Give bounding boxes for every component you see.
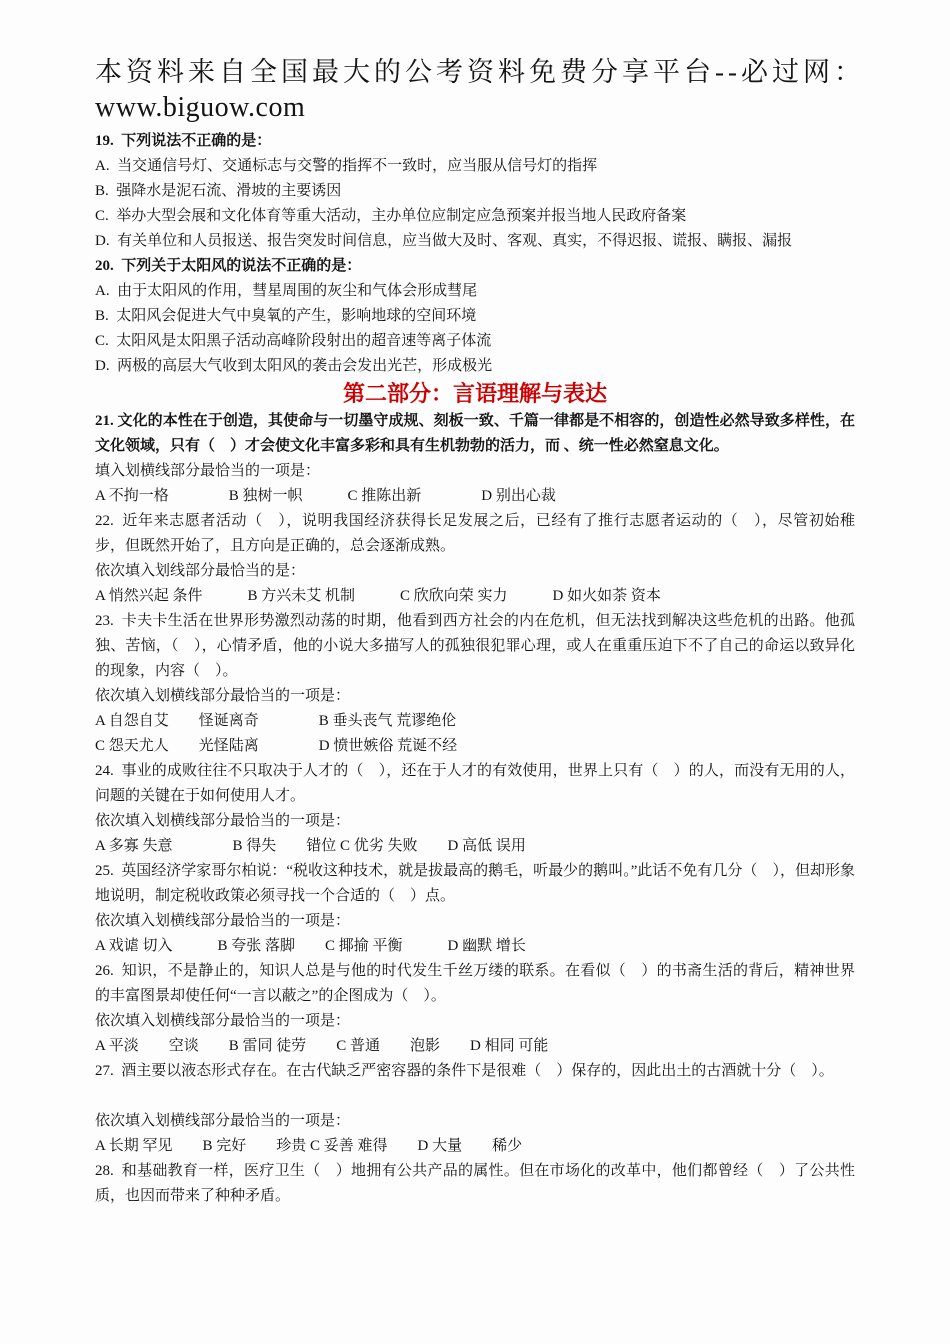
question-26-options: A 平淡 空谈 B 雷同 徒劳 C 普通 泡影 D 相同 可能: [95, 1038, 549, 1054]
promo-site-text: 本资料来自全国最大的公考资料免费分享平台--必过网：: [95, 57, 865, 87]
question-20-option-a: A. 由于太阳风的作用，彗星周围的灰尘和气体会形成彗尾: [95, 283, 478, 299]
question-21: [95, 409, 855, 509]
question-25-stem: 25. 英国经济学家哥尔柏说：“税收这种技术，就是拔最高的鹅毛，听最少的鹅叫。”此话不免有几分（ ），但却形象地说明，制定税收政策必须寻找一个合适的（ ）点。: [95, 863, 855, 904]
question-23: [95, 609, 855, 759]
question-28-stem: 28. 和基础教育一样，医疗卫生（ ）地拥有公共产品的属性。但在市场化的改革中，他们都曾经（ ）了公共性质，也因而带来了种种矛盾。: [95, 1163, 855, 1204]
question-19-option-d: D. 有关单位和人员报送、报告突发时间信息，应当做大及时、客观、真实，不得迟报、谎报、瞒报、漏报: [95, 233, 793, 249]
question-23-options-cd: C 怨天尤人 光怪陆离 D 愤世嫉俗 荒诞不经: [95, 738, 458, 754]
question-22-options: A 悄然兴起 条件 B 方兴未艾 机制 C 欣欣向荣 实力 D 如火如荼 资本: [95, 588, 661, 604]
question-24-stem: 24. 事业的成败往往不只取决于人才的（ ），还在于人才的有效使用，世界上只有（ ）的人，而没有无用的人，问题的关键在于如何使用人才。: [95, 763, 855, 804]
question-22-prompt: 依次填入划线部分最恰当的是：: [95, 563, 306, 579]
question-20-option-b: B. 太阳风会促进大气中臭氧的产生，影响地球的空间环境: [95, 308, 477, 324]
question-26: [95, 959, 855, 1059]
question-19-option-b: B. 强降水是泥石流、滑坡的主要诱因: [95, 183, 342, 199]
question-21-prompt: 填入划横线部分最恰当的一项是：: [95, 463, 321, 479]
question-24-options: A 多寡 失意 B 得失 错位 C 优劣 失败 D 高低 误用: [95, 838, 526, 854]
question-26-prompt: 依次填入划横线部分最恰当的一项是：: [95, 1013, 351, 1029]
question-21-options: A 不拘一格 B 独树一帜 C 推陈出新 D 别出心裁: [95, 488, 556, 504]
question-23-stem: 23. 卡夫卡生活在世界形势激烈动荡的时期，他看到西方社会的内在危机，但无法找到解决这些危机的出路。他孤独、苦恼，（ ），心情矛盾，他的小说大多描写人的孤独很犯罪心理，或人在重重压迫下不了自己的命运以致异化的现象，内容（ ）。: [95, 613, 855, 679]
promo-header: [95, 54, 865, 125]
question-20-option-c: C. 太阳风是太阳黑子活动高峰阶段射出的超音速等离子体流: [95, 333, 492, 349]
question-23-options-ab: A 自怨自艾 怪诞离奇 B 垂头丧气 荒谬绝伦: [95, 713, 457, 729]
question-23-prompt: 依次填入划横线部分最恰当的一项是：: [95, 688, 351, 704]
part2-section-title: 第二部分：言语理解与表达: [342, 381, 607, 406]
question-19-option-a: A. 当交通信号灯、交通标志与交警的指挥不一致时，应当服从信号灯的指挥: [95, 158, 598, 174]
promo-site-url: www.biguow.com: [95, 92, 306, 123]
blank-line: [95, 1084, 855, 1109]
question-24-prompt: 依次填入划横线部分最恰当的一项是：: [95, 813, 351, 829]
question-25-prompt: 依次填入划横线部分最恰当的一项是：: [95, 913, 351, 929]
question-20: [95, 254, 855, 379]
question-27-stem: 27. 酒主要以液态形式存在。在古代缺乏严密容器的条件下是很难（ ）保存的，因此出土的古酒就十分（ ）。: [95, 1063, 834, 1079]
question-21-stem: 21. 文化的本性在于创造，其使命与一切墨守成规、刻板一致、千篇一律都是不相容的，创造性必然导致多样性，在文化领域，只有（ ）才会使文化丰富多彩和具有生机勃勃的活力，而 、统一性必然窒息文化。: [95, 413, 855, 454]
question-19: [95, 129, 855, 254]
question-25-options: A 戏谑 切入 B 夸张 落脚 C 揶揄 平衡 D 幽默 增长: [95, 938, 526, 954]
question-20-option-d: D. 两极的高层大气收到太阳风的袭击会发出光芒，形成极光: [95, 358, 493, 374]
question-22-stem: 22. 近年来志愿者活动（ ），说明我国经济获得长足发展之后，已经有了推行志愿者运动的（ ），尽管初始稚步，但既然开始了，且方向是正确的，总会逐渐成熟。: [95, 513, 855, 554]
question-27-prompt: 依次填入划横线部分最恰当的一项是：: [95, 1113, 351, 1129]
question-24: [95, 759, 855, 859]
question-22: [95, 509, 855, 609]
question-25: [95, 859, 855, 959]
question-19-heading: 19. 下列说法不正确的是：: [95, 133, 272, 149]
question-26-stem: 26. 知识，不是静止的，知识人总是与他的时代发生千丝万缕的联系。在看似（ ）的书斋生活的背后，精神世界的丰富图景却使任何“一言以蔽之”的企图成为（ ）。: [95, 963, 855, 1004]
question-28: [95, 1159, 855, 1209]
question-27-options: A 长期 罕见 B 完好 珍贵 C 妥善 难得 D 大量 稀少: [95, 1138, 523, 1154]
question-20-heading: 20. 下列关于太阳风的说法不正确的是：: [95, 258, 362, 274]
question-27: [95, 1059, 855, 1159]
question-19-option-c: C. 举办大型会展和文化体育等重大活动，主办单位应制定应急预案并报当地人民政府备案: [95, 208, 687, 224]
